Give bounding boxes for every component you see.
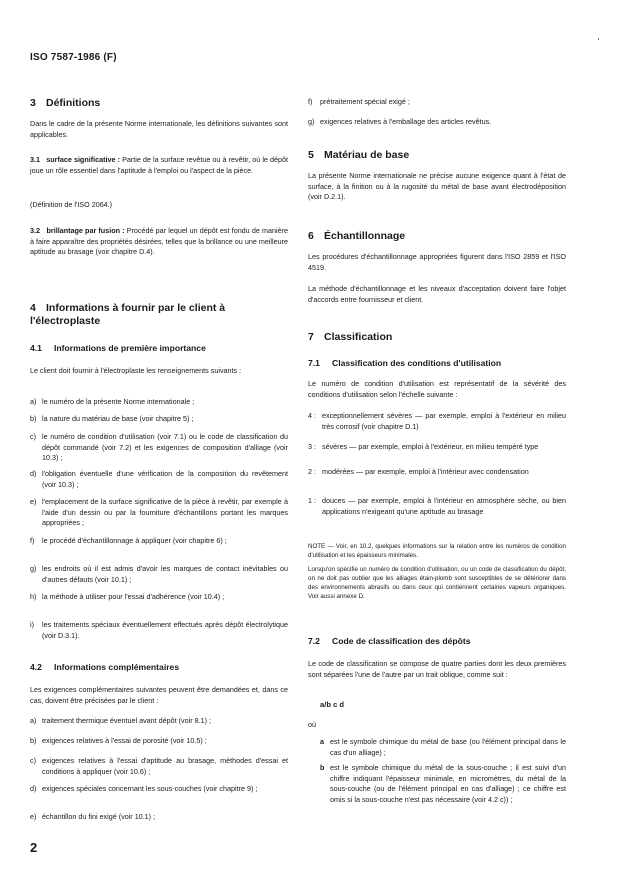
subsection-7-1-heading: 7.1 Classification des conditions d'utilisation xyxy=(308,358,502,368)
list-item: b est le symbole chimique du métal de la sous-couche ; il est suivi d'un chiffre indiquant l'épaisseur minimale, en micromètres, du métal de la sous-couche (ou de l'élément principal en cas d'alliage) ; ce chiffre est omis si la sous-couche n'est pas nécessaire (voir 4.2 c)) ; xyxy=(320,763,566,804)
section-4-heading: 4 Informations à fournir par le client à l'électroplaste xyxy=(30,302,226,327)
list-item: a) traitement thermique éventuel avant dépôt (voir 8.1) ; xyxy=(30,716,211,725)
section-3-intro: Dans le cadre de la présente Norme internationale, les définitions suivantes sont applicables. xyxy=(30,119,288,139)
subsection-4-2-intro: Les exigences complémentaires suivantes peuvent être demandées et, dans ce cas, doivent être précisées par le client : xyxy=(30,685,288,705)
subsection-4-2-heading: 4.2 Informations complémentaires xyxy=(30,662,180,672)
margin-mark xyxy=(598,38,599,40)
list-item: b) exigences relatives à l'essai de porosité (voir 10.5) ; xyxy=(30,736,207,745)
section-5-heading: 5 Matériau de base xyxy=(308,149,410,161)
list-item: h) la méthode à utiliser pour l'essai d'adhérence (voir 10.4) ; xyxy=(30,592,225,601)
subsection-4-1-intro: Le client doit fournir à l'électroplaste les renseignements suivants : xyxy=(30,366,242,375)
list-item: g) les endroits où il est admis d'avoir les marques de contact inévitables ou d'autres défauts (voir 10.1) ; xyxy=(30,564,288,584)
subsection-7-2-intro: Le code de classification se compose de quatre parties dont les deux premières sont séparées l'une de l'autre par un trait oblique, comme suit : xyxy=(308,659,566,679)
list-item: e) échantillon du fini exigé (voir 10.1) ; xyxy=(30,812,156,821)
classification-code: a/b c d xyxy=(320,700,345,709)
list-item: f) prétraitement spécial exigé ; xyxy=(308,97,410,106)
list-item: c) le numéro de condition d'utilisation (voir 7.1) ou le code de classification du dépôt commandé (voir 7.2) et les exigences de composition d'alliage (voir 10.3) ; xyxy=(30,432,288,463)
section-5-text: La présente Norme internationale ne précise aucune exigence quant à l'état de surface, à la finition ou à la rugosité du métal de base avant électrodéposition (voir D.2.1). xyxy=(308,171,566,202)
definition-3-2: 3.2 brillantage par fusion : Procédé par lequel un dépôt est fondu de manière à faire apparaître des propriétés désirées, telles que la brillance ou une meilleure aptitude au brasage (voir chapitre D.4). xyxy=(30,226,288,257)
document-header: ISO 7587-1986 (F) xyxy=(30,52,117,63)
page-number: 2 xyxy=(30,840,38,855)
list-item: f) le procédé d'échantillonnage à appliquer (voir chapitre 6) ; xyxy=(30,536,227,545)
note: NOTE — Voir, en 10.2, quelques informations sur la relation entre les numéros de condition d'utilisation et les épaisseurs minimales. xyxy=(308,543,566,559)
list-item: e) l'emplacement de la surface significative de la pièce à revêtir, par exemple à l'aide d'un dessin ou par la fourniture d'échantillons portant les marques appropriées ; xyxy=(30,497,288,528)
section-3-heading: 3 Définitions xyxy=(30,97,101,109)
list-item: c) exigences relatives à l'essai d'aptitude au brasage, méthodes d'essai et conditions à appliquer (voir 10.6) ; xyxy=(30,756,288,776)
section-6-heading: 6 Échantillonnage xyxy=(308,230,406,242)
where-label: où xyxy=(308,720,316,729)
subsection-7-1-intro: Le numéro de condition d'utilisation est représentatif de la sévérité des conditions d'utilisation selon l'échelle suivante : xyxy=(308,379,566,399)
list-item: 2 : modérées — par exemple, emploi à l'intérieur avec condensation xyxy=(308,467,529,476)
section-6-text-2: La méthode d'échantillonnage et les niveaux d'acceptation doivent faire l'objet d'accords entre fournisseur et client. xyxy=(308,284,566,304)
list-item: g) exigences relatives à l'emballage des articles revêtus. xyxy=(308,117,492,126)
note-alloy-warning: Lorsqu'on spécifie un numéro de condition d'utilisation, ou un code de classification du dépôt, on ne doit pas oublier que les alliages étain-plomb sont susceptibles de se détériorer dans des environnements abrasifs ou dans ceux qui contiennent certaines vapeurs organiques. Voir aussi annexe D. xyxy=(308,566,566,600)
list-item: a est le symbole chimique du métal de base (ou l'élément principal dans le cas d'un alliage) ; xyxy=(320,737,566,757)
list-item: d) exigences spéciales concernant les sous-couches (voir chapitre 9) ; xyxy=(30,784,258,793)
definition-3-1: 3.1 surface significative : Partie de la surface revêtue ou à revêtir, où le dépôt joue un rôle essentiel dans l'aptitude à l'emploi ou l'aspect de la pièce. xyxy=(30,155,289,175)
subsection-4-1-heading: 4.1 Informations de première importance xyxy=(30,343,206,353)
list-item: 1 : douces — par exemple, emploi à l'intérieur en atmosphère sèche, ou bien applications n'exigeant qu'une aptitude au brasage xyxy=(308,496,566,516)
subsection-7-2-heading: 7.2 Code de classification des dépôts xyxy=(308,636,471,646)
definition-3-1-source: (Définition de l'ISO 2064.) xyxy=(30,200,113,209)
list-item: 3 : sévères — par exemple, emploi à l'extérieur, en milieu tempéré type xyxy=(308,442,539,451)
list-item: d) l'obligation éventuelle d'une vérification de la composition du revêtement (voir 10.3) ; xyxy=(30,469,288,489)
list-item: i) les traitements spéciaux éventuellement effectués après dépôt électrolytique (voir D.3.1). xyxy=(30,620,288,640)
list-item: 4 : exceptionnellement sévères — par exemple, emploi à l'extérieur en milieu très corrosif (voir chapitre D.1) xyxy=(308,411,566,431)
section-7-heading: 7 Classification xyxy=(308,331,393,343)
list-item: a) le numéro de la présente Norme internationale ; xyxy=(30,397,195,406)
list-item: b) la nature du matériau de base (voir chapitre 5) ; xyxy=(30,414,194,423)
section-6-text-1: Les procédures d'échantillonnage appropriées figurent dans l'ISO 2859 et l'ISO 4519. xyxy=(308,252,566,272)
